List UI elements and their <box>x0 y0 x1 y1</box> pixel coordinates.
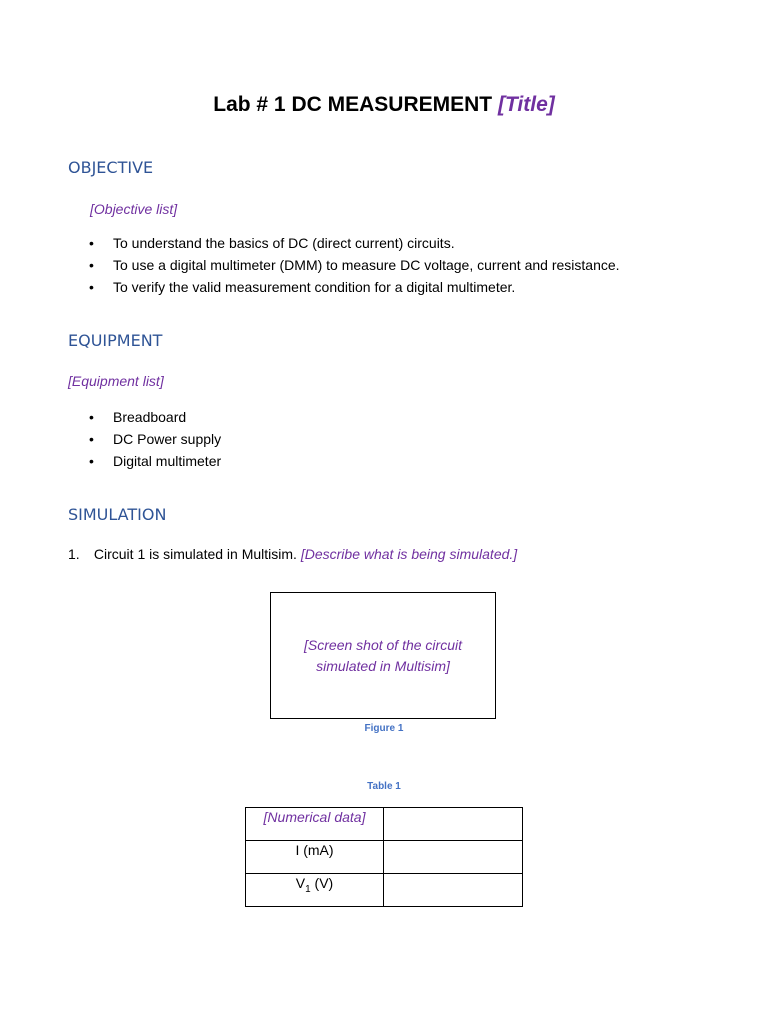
table-cell-value[interactable] <box>384 808 523 841</box>
title-placeholder: [Title] <box>497 93 555 116</box>
table-row <box>246 874 523 907</box>
list-item: • To understand the basics of DC (direct current) circuits. <box>0 232 620 254</box>
objective-list <box>0 232 620 298</box>
simulation-heading: SIMULATION <box>68 505 167 524</box>
item-placeholder: [Describe what is being simulated.] <box>300 546 518 562</box>
bullet-icon: • <box>89 235 94 251</box>
list-item: • Breadboard <box>0 406 221 428</box>
table-cell-label: $V_1$ (V) <box>246 874 384 907</box>
table-cell-value[interactable] <box>384 841 523 874</box>
bullet-icon: • <box>89 431 94 447</box>
table-row <box>246 808 523 841</box>
list-item: • To verify the valid measurement condition for a digital multimeter. <box>0 276 620 298</box>
table-caption: Table 1 <box>367 781 401 792</box>
equipment-placeholder: [Equipment list] <box>68 373 164 389</box>
objective-placeholder: [Objective list] <box>90 201 178 217</box>
figure-placeholder-text: [Screen shot of the circuit simulated in Multisim] <box>304 636 462 674</box>
title-text: Lab # 1 DC MEASUREMENT <box>213 93 493 116</box>
equipment-list <box>0 406 221 472</box>
list-item: • DC Power supply <box>0 428 221 450</box>
item-number: 1. <box>68 546 80 562</box>
bullet-icon: • <box>89 279 94 295</box>
equipment-heading: EQUIPMENT <box>68 331 163 350</box>
document-title <box>0 93 768 117</box>
table-cell-label: [Numerical data] <box>246 808 384 841</box>
bullet-icon: • <box>89 409 94 425</box>
figure-placeholder-box <box>270 592 496 719</box>
list-item: • Digital multimeter <box>0 450 221 472</box>
bullet-icon: • <box>89 257 94 273</box>
objective-heading: OBJECTIVE <box>68 158 154 177</box>
simulation-item <box>68 546 517 562</box>
table-cell-label: I (mA) <box>246 841 384 874</box>
item-text: Circuit 1 is simulated in Multisim. <box>93 546 297 562</box>
figure-caption: Figure 1 <box>364 723 404 734</box>
data-table <box>245 807 523 907</box>
table-row <box>246 841 523 874</box>
list-item: • To use a digital multimeter (DMM) to measure DC voltage, current and resistance. <box>0 254 620 276</box>
bullet-icon: • <box>89 453 94 469</box>
table-cell-value[interactable] <box>384 874 523 907</box>
